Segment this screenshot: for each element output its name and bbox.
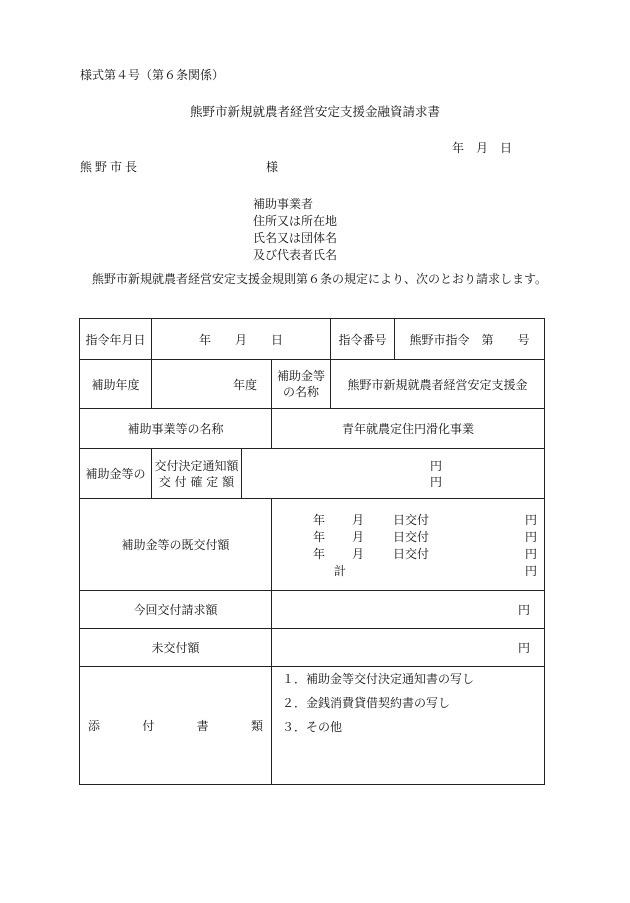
applicant-label: 補助事業者 — [253, 197, 314, 211]
subsidy-amount-fields[interactable] — [242, 449, 545, 499]
paid-day: 日交付 — [393, 513, 430, 527]
intro-text: 熊野市新規就農者経営安定支援金規則第６条の規定により、次のとおり請求します。 — [92, 272, 548, 286]
date-line: 年 月 日 — [452, 141, 513, 155]
directive-number-label: 指令番号 — [331, 319, 395, 360]
yen-unit: 円 — [525, 547, 538, 561]
paid-year: 年 — [313, 547, 326, 561]
directive-number-field[interactable]: 熊野市指令 第 号 — [395, 319, 545, 360]
fiscal-year-label: 補助年度 — [80, 360, 152, 409]
attachment-item: ２．金銭消費貸借契約書の写し — [282, 696, 451, 710]
name-label: 氏名又は団体名 — [253, 231, 338, 245]
unpaid-amount-field[interactable]: 円 — [272, 629, 545, 667]
addressee-suffix: 様 — [266, 160, 279, 174]
subsidy-name-label-line2: の名称 — [283, 385, 320, 399]
attachment-item: ３．その他 — [282, 720, 343, 734]
current-request-label: 今回交付請求額 — [80, 591, 272, 629]
directive-date-field[interactable]: 年 月 日 — [152, 319, 331, 360]
paid-day: 日交付 — [393, 547, 430, 561]
paid-amount-label: 補助金等の既交付額 — [80, 499, 272, 591]
subsidy-amount-label: 補助金等の — [80, 449, 152, 499]
subsidy-name-value: 熊野市新規就農者経営安定支援金 — [331, 360, 545, 409]
confirmed-amount-label: 交 付 確 定 額 — [158, 474, 235, 489]
project-name-label: 補助事業等の名称 — [80, 409, 272, 449]
paid-month: 月 — [352, 513, 365, 527]
addressee: 熊野市長 — [80, 160, 141, 174]
attachments-label-char: 添 — [88, 719, 101, 733]
attachment-item: １．補助金等交付決定通知書の写し — [282, 672, 475, 686]
address-label: 住所又は所在地 — [253, 214, 338, 228]
yen-unit: 円 — [430, 474, 443, 489]
subsidy-amount-sublabels — [152, 449, 242, 499]
attachments-label-char: 付 — [142, 719, 155, 733]
paid-day: 日交付 — [393, 530, 430, 544]
document-title: 熊野市新規就農者経営安定支援金融資請求書 — [189, 104, 440, 119]
paid-month: 月 — [352, 547, 365, 561]
decision-amount-label: 交付決定通知額 — [154, 458, 239, 473]
unpaid-amount-label: 未交付額 — [80, 629, 272, 667]
subsidy-name-label-line1: 補助金等 — [277, 369, 326, 383]
yen-unit: 円 — [525, 564, 538, 578]
yen-unit: 円 — [525, 530, 538, 544]
attachments-label — [80, 667, 272, 785]
paid-amount-fields[interactable] — [272, 499, 545, 591]
fiscal-year-field[interactable]: 年度 — [152, 360, 272, 409]
form-number: 様式第４号（第６条関係） — [80, 68, 225, 82]
yen-unit: 円 — [430, 458, 443, 473]
subsidy-name-label — [272, 360, 331, 409]
paid-total-label: 計 — [334, 564, 347, 578]
directive-date-label: 指令年月日 — [80, 319, 152, 360]
attachments-list — [272, 667, 545, 785]
project-name-value: 青年就農定住円滑化事業 — [272, 409, 545, 449]
paid-year: 年 — [313, 530, 326, 544]
paid-year: 年 — [313, 513, 326, 527]
yen-unit: 円 — [525, 513, 538, 527]
attachments-label-char: 類 — [250, 719, 263, 733]
request-table — [79, 318, 545, 785]
current-request-field[interactable]: 円 — [272, 591, 545, 629]
applicant-block — [253, 196, 337, 264]
paid-month: 月 — [352, 530, 365, 544]
representative-label: 及び代表者氏名 — [253, 248, 338, 262]
attachments-label-char: 書 — [196, 719, 209, 733]
